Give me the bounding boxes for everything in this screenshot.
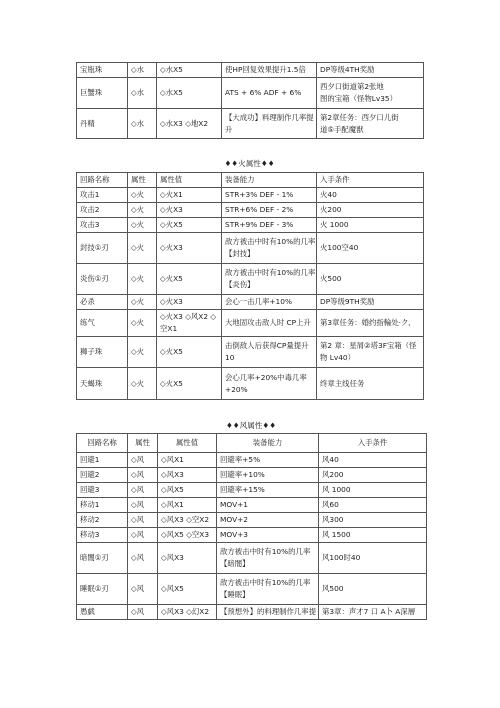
- table-row: [77, 468, 427, 483]
- circuit-value: ◇火X5: [157, 218, 222, 233]
- wind-section-title: ♦♦风属性♦♦: [225, 421, 276, 430]
- circuit-name: 巨蟹珠: [77, 78, 128, 109]
- circuit-value: ◇火X3: [157, 233, 222, 264]
- source-line: 图的宝箱（怪物Lv35）: [320, 94, 398, 103]
- table-row: [77, 337, 424, 368]
- circuit-value: ◇风X5: [158, 574, 217, 605]
- circuit-value: ◇水X3 ◇地X2: [157, 109, 222, 139]
- circuit-source: [317, 78, 424, 109]
- circuit-ability: [217, 543, 319, 574]
- circuit-ability: 【预想外】的料理制作几率提: [217, 605, 319, 620]
- ability-line: 【封技】: [225, 249, 255, 258]
- circuit-ability: STR+6% DEF - 2%: [222, 203, 317, 218]
- circuit-value: ◇水X5: [157, 78, 222, 109]
- circuit-name: 回避3: [77, 483, 128, 498]
- table-header-row: [77, 173, 424, 188]
- circuit-source: [317, 109, 424, 139]
- circuit-attr: ◇火: [128, 310, 157, 337]
- circuit-value: ◇风X3 ◇幻X2: [158, 605, 217, 620]
- circuit-attr: ◇水: [128, 63, 157, 78]
- circuit-attr: ◇风: [128, 513, 158, 528]
- fire-circuit-table: [76, 172, 424, 400]
- col-header-ability: 装备能力: [222, 173, 317, 188]
- circuit-source: 第3章任务：婚约指輪处·ク、: [317, 310, 424, 337]
- circuit-value: ◇火X3 ◇风X2 ◇空X1: [157, 310, 222, 337]
- col-header-source: 入手条件: [317, 173, 424, 188]
- circuit-source: DP等级4TH奖励: [317, 63, 424, 78]
- circuit-name: 暗闇①刃: [77, 543, 128, 574]
- circuit-value: ◇风X5: [158, 483, 217, 498]
- table-row: [77, 233, 424, 264]
- circuit-name: 封技①刃: [77, 233, 128, 264]
- table-row: [77, 295, 424, 310]
- circuit-ability: [222, 109, 317, 139]
- circuit-name: 移动2: [77, 513, 128, 528]
- circuit-ability: MOV+1: [217, 498, 319, 513]
- table-header-row: [77, 434, 427, 453]
- ability-line: 【暗闇】: [220, 559, 250, 568]
- circuit-source: [317, 337, 424, 368]
- circuit-ability: MOV+2: [217, 513, 319, 528]
- circuit-source: 火200: [317, 203, 424, 218]
- circuit-attr: ◇风: [128, 498, 158, 513]
- table-row: [77, 310, 424, 337]
- circuit-ability: 使HP回复效果提升1.5倍: [222, 63, 317, 78]
- circuit-value: ◇火X3: [157, 203, 222, 218]
- col-header-name: 回路名称: [77, 434, 128, 453]
- circuit-ability: 会心一击几率+10%: [222, 295, 317, 310]
- source-line: 道⑤手配魔獣: [320, 124, 364, 134]
- circuit-name: 攻击3: [77, 218, 128, 233]
- circuit-name: 移动1: [77, 498, 128, 513]
- circuit-ability: 回避率+15%: [217, 483, 319, 498]
- circuit-attr: ◇火: [128, 337, 157, 368]
- circuit-attr: ◇火: [128, 368, 157, 400]
- circuit-value: ◇火X5: [157, 264, 222, 295]
- circuit-source: 风200: [319, 468, 427, 483]
- table-row: [77, 513, 427, 528]
- circuit-attr: ◇火: [128, 295, 157, 310]
- circuit-value: ◇水X5: [157, 63, 222, 78]
- circuit-attr: ◇火: [128, 233, 157, 264]
- circuit-source: 风 1000: [319, 483, 427, 498]
- ability-line: +20%: [225, 384, 248, 394]
- ability-line: 敌方被击中时有10%的几率: [220, 578, 311, 587]
- circuit-name: 丹精: [77, 109, 128, 139]
- circuit-ability: ATS + 6% ADF + 6%: [222, 78, 317, 109]
- circuit-attr: ◇水: [128, 109, 157, 139]
- circuit-ability: [217, 574, 319, 605]
- table-row: [77, 63, 424, 78]
- circuit-name: 愚戯: [77, 605, 128, 620]
- circuit-ability: 回避率+5%: [217, 453, 319, 468]
- circuit-name: 天蝎珠: [77, 368, 128, 400]
- ability-line: 会心几率+20%中毒几率: [225, 372, 307, 382]
- circuit-value: ◇风X5 ◇空X3: [158, 528, 217, 543]
- circuit-attr: ◇火: [128, 264, 157, 295]
- circuit-attr: ◇风: [128, 543, 158, 574]
- circuit-source: 风100时40: [319, 543, 427, 574]
- circuit-ability: [222, 337, 317, 368]
- circuit-attr: ◇水: [128, 78, 157, 109]
- circuit-name: 必杀: [77, 295, 128, 310]
- circuit-name: 回避1: [77, 453, 128, 468]
- circuit-name: 回避2: [77, 468, 128, 483]
- ability-line: 敌方被击中时有10%的几率: [225, 237, 316, 246]
- fire-section-title: ♦♦火属性♦♦: [224, 159, 275, 168]
- circuit-attr: ◇风: [128, 574, 158, 605]
- circuit-source: 火 1000: [317, 218, 424, 233]
- source-line: 第2 章：星屑②塔3F宝箱（怪: [320, 341, 417, 350]
- circuit-value: ◇风X3: [158, 468, 217, 483]
- ability-line: 【大成功】料理制作几率提: [225, 112, 314, 122]
- ability-line: 10: [225, 353, 235, 362]
- circuit-value: ◇风X1: [158, 453, 217, 468]
- circuit-name: 攻击1: [77, 188, 128, 203]
- circuit-source: 风40: [319, 453, 427, 468]
- circuit-value: ◇火X5: [157, 368, 222, 400]
- table-row: [77, 368, 424, 400]
- col-header-attr: 属性: [128, 173, 157, 188]
- col-header-attr: 属性: [128, 434, 158, 453]
- circuit-source: DP等级9TH奖励: [317, 295, 424, 310]
- ability-line: 击倒敌人后获得CP量提升: [225, 341, 309, 350]
- circuit-name: 练气: [77, 310, 128, 337]
- table-row: [77, 574, 427, 605]
- table-row: [77, 528, 427, 543]
- circuit-ability: 大地固攻击敌人时 CP上升: [222, 310, 317, 337]
- table-row: [77, 78, 424, 109]
- circuit-source: 终章主线任务: [317, 368, 424, 400]
- circuit-attr: ◇风: [128, 605, 158, 620]
- circuit-ability: 回避率+10%: [217, 468, 319, 483]
- table-row: [77, 109, 424, 139]
- circuit-value: ◇火X5: [157, 337, 222, 368]
- circuit-value: ◇火X1: [157, 188, 222, 203]
- circuit-ability: STR+9% DEF - 3%: [222, 218, 317, 233]
- circuit-name: 炎伤①刃: [77, 264, 128, 295]
- circuit-value: ◇风X3: [158, 543, 217, 574]
- circuit-attr: ◇风: [128, 468, 158, 483]
- ability-line: 【炎伤】: [225, 280, 255, 289]
- circuit-source: 火40: [317, 188, 424, 203]
- circuit-value: ◇火X3: [157, 295, 222, 310]
- ability-line: 敌方被击中时有10%的几率: [220, 547, 311, 556]
- wind-circuit-table: [76, 433, 427, 620]
- circuit-name: 宝瓶珠: [77, 63, 128, 78]
- circuit-source: 火500: [317, 264, 424, 295]
- circuit-source: 第3章：声才7 口 A卜 A深層: [319, 605, 427, 620]
- circuit-source: 风500: [319, 574, 427, 605]
- col-header-value: 属性值: [158, 434, 217, 453]
- circuit-value: ◇风X1: [158, 498, 217, 513]
- table-row: [77, 218, 424, 233]
- table-row: [77, 453, 427, 468]
- table-row: [77, 264, 424, 295]
- table-row: [77, 188, 424, 203]
- table-row: [77, 498, 427, 513]
- circuit-attr: ◇火: [128, 188, 157, 203]
- col-header-name: 回路名称: [77, 173, 128, 188]
- col-header-value: 属性值: [157, 173, 222, 188]
- circuit-ability: MOV+3: [217, 528, 319, 543]
- source-line: 物 Lv40）: [320, 353, 356, 362]
- circuit-value: ◇风X3 ◇空X2: [158, 513, 217, 528]
- ability-line: 【睡眠】: [220, 590, 250, 599]
- table-row: [77, 483, 427, 498]
- circuit-name: 攻击2: [77, 203, 128, 218]
- circuit-name: 狮子珠: [77, 337, 128, 368]
- circuit-source: 火100空40: [317, 233, 424, 264]
- col-header-ability: 装备能力: [217, 434, 319, 453]
- circuit-ability: [222, 233, 317, 264]
- circuit-attr: ◇风: [128, 528, 158, 543]
- circuit-source: 风300: [319, 513, 427, 528]
- table-row: [77, 203, 424, 218]
- table-row: [77, 605, 427, 620]
- circuit-source: 风60: [319, 498, 427, 513]
- source-line: 西夕口街道第2张地: [320, 82, 384, 91]
- water-circuit-table: [76, 62, 424, 139]
- circuit-ability: [222, 264, 317, 295]
- circuit-ability: [222, 368, 317, 400]
- circuit-source: 风 1500: [319, 528, 427, 543]
- source-line: 第2章任务：西夕口儿街: [320, 112, 399, 122]
- circuit-ability: STR+3% DEF - 1%: [222, 188, 317, 203]
- table-row: [77, 543, 427, 574]
- ability-line: 升: [225, 124, 233, 134]
- circuit-attr: ◇火: [128, 203, 157, 218]
- circuit-attr: ◇风: [128, 453, 158, 468]
- circuit-name: 移动3: [77, 528, 128, 543]
- circuit-attr: ◇火: [128, 218, 157, 233]
- col-header-source: 入手条件: [319, 434, 427, 453]
- ability-line: 敌方被击中时有10%的几率: [225, 268, 316, 277]
- circuit-name: 睡眠①刃: [77, 574, 128, 605]
- circuit-attr: ◇风: [128, 483, 158, 498]
